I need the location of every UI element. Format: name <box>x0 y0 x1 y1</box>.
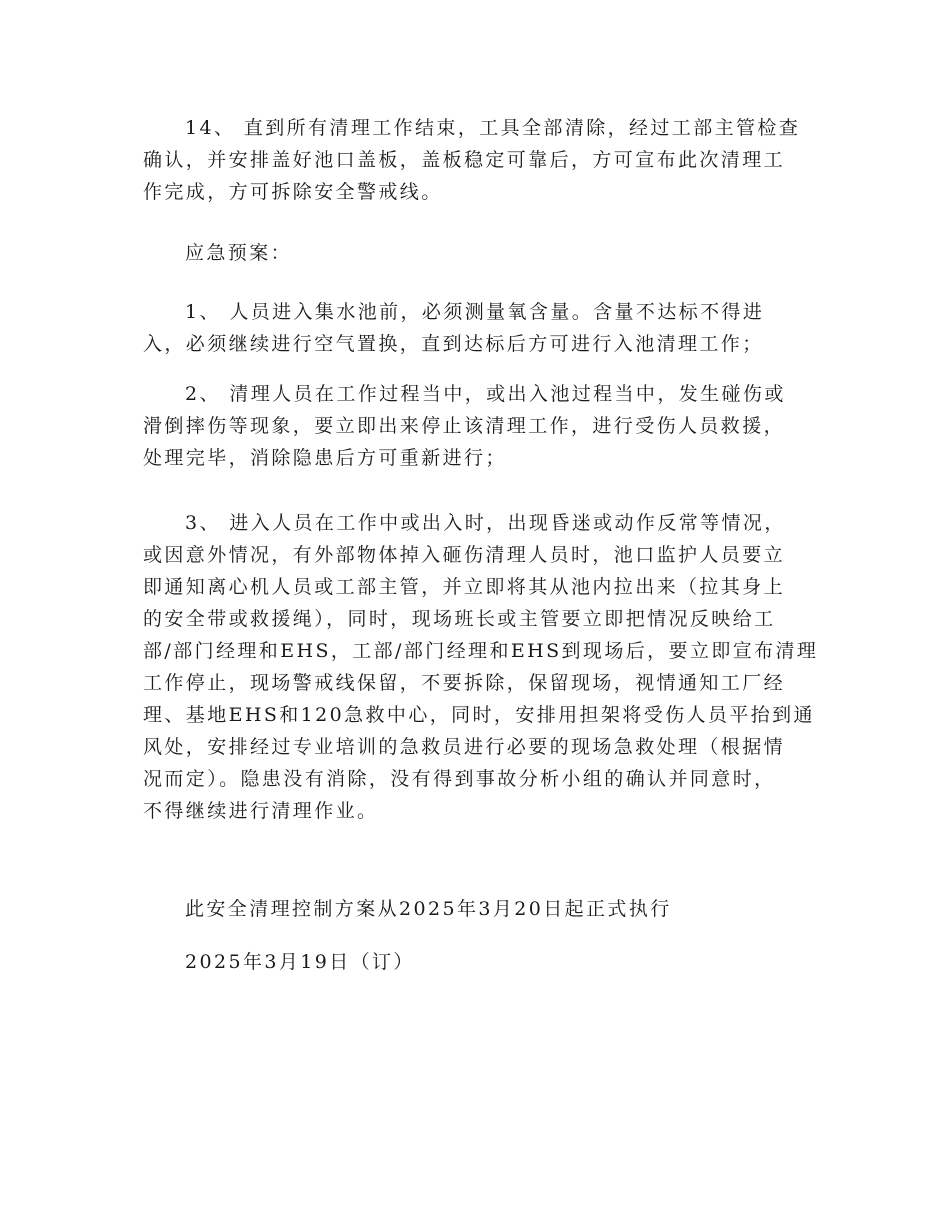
paragraph-line: 风处，安排经过专业培训的急救员进行必要的现场急救处理（根据情 <box>143 736 786 758</box>
paragraph-line: 入，必须继续进行空气置换，直到达标后方可进行入池清理工作； <box>143 333 764 355</box>
paragraph-line: 滑倒摔伤等现象，要立即出来停止该清理工作，进行受伤人员救援， <box>143 415 786 437</box>
paragraph-line: 理、基地EHS和120急救中心，同时，安排用担架将受伤人员平抬到通 <box>143 704 815 726</box>
revision-date <box>143 946 811 978</box>
paragraph-line: 部/部门经理和EHS，工部/部门经理和EHS到现场后，要立即宣布清理 <box>143 640 819 662</box>
paragraph-line: 作完成，方可拆除安全警戒线。 <box>143 181 443 203</box>
paragraph-line: 2025年3月19日（订） <box>185 951 415 973</box>
paragraph-line: 此安全清理控制方案从2025年3月20日起正式执行 <box>185 898 672 920</box>
paragraph-line: 工作停止，现场警戒线保留，不要拆除，保留现场，视情通知工厂经 <box>143 672 786 694</box>
paragraph-line: 或因意外情况，有外部物体掉入砸伤清理人员时，池口监护人员要立 <box>143 544 786 566</box>
paragraph-line: 处理完毕，消除隐患后方可重新进行； <box>143 447 507 469</box>
paragraph-line: 3、 进入人员在工作中或出入时，出现昏迷或动作反常等情况， <box>185 512 786 534</box>
emergency-item-2 <box>143 378 811 474</box>
paragraph-step-14 <box>143 112 811 208</box>
heading-line: 应急预案： <box>185 242 293 264</box>
paragraph-line: 即通知离心机人员或工部主管，并立即将其从池内拉出来（拉其身上 <box>143 576 786 598</box>
emergency-item-1 <box>143 296 811 360</box>
paragraph-line: 2、 清理人员在工作过程当中，或出入池过程当中，发生碰伤或 <box>185 383 786 405</box>
paragraph-line: 况而定）。隐患没有消除，没有得到事故分析小组的确认并同意时， <box>143 768 776 790</box>
paragraph-line: 1、 人员进入集水池前，必须测量氧含量。含量不达标不得进 <box>185 301 765 323</box>
paragraph-line: 14、 直到所有清理工作结束，工具全部清除，经过工部主管检查 <box>185 117 801 139</box>
emergency-item-3 <box>143 507 819 827</box>
paragraph-line: 的安全带或救援绳），同时，现场班长或主管要立即把情况反映给工 <box>143 608 776 630</box>
effective-date-statement <box>143 893 811 925</box>
paragraph-line: 不得继续进行清理作业。 <box>143 800 379 822</box>
paragraph-line: 确认，并安排盖好池口盖板，盖板稳定可靠后，方可宣布此次清理工 <box>143 149 786 171</box>
emergency-plan-heading <box>143 237 811 269</box>
